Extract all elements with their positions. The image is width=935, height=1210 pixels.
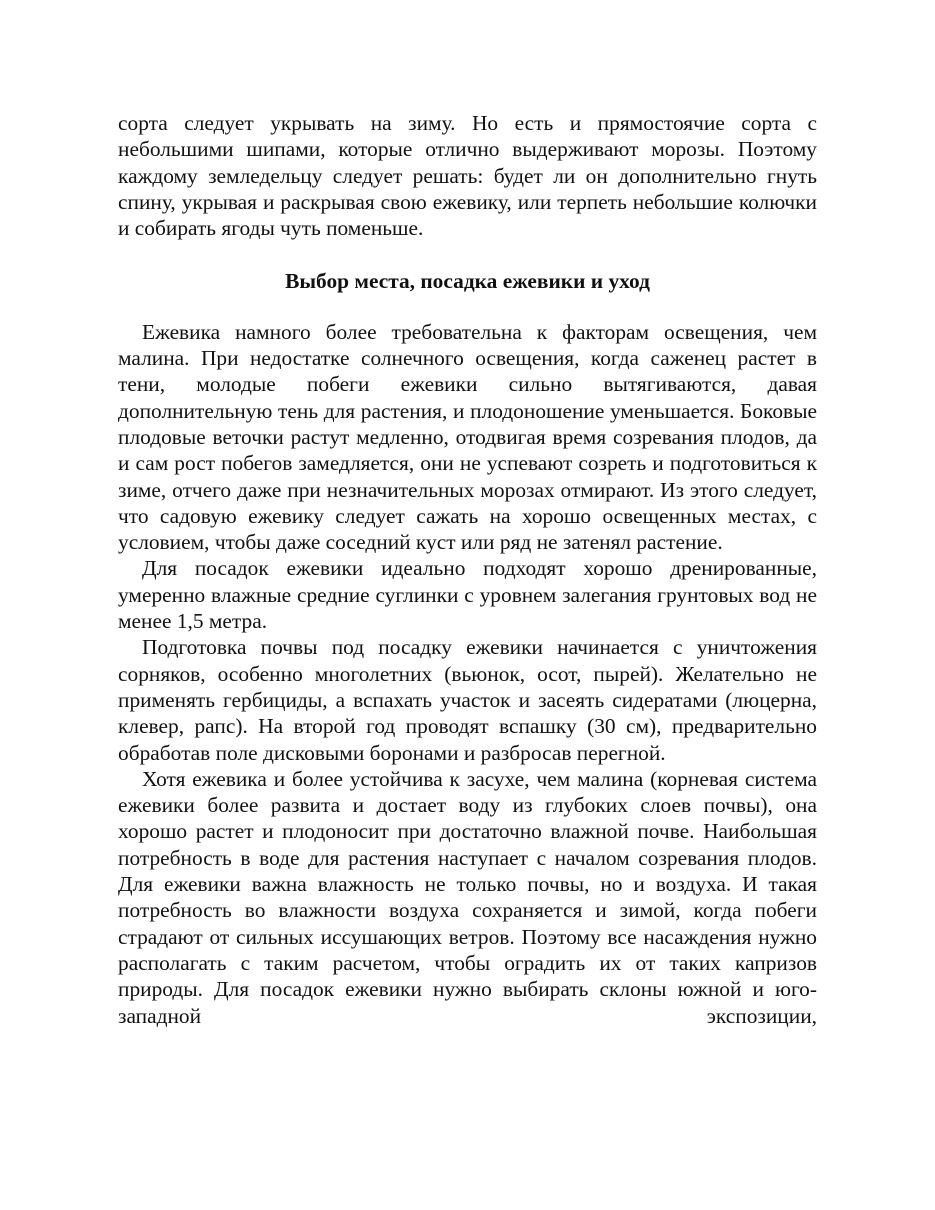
paragraph-moisture: Хотя ежевика и более устойчива к засухе, чем малина (корневая система ежевики более развита и достает воду из глубоких слоев почвы), она хорошо растет и плодоносит при достаточно влажной почве. Наибольшая потребность в воде для растения наступает с началом созревания плодов. Для ежевики важна влажность не только почвы, но и воздуха. И такая потребность во влажности воздуха сохраняется и зимой, когда побеги страдают от сильных иссушающих ветров. Поэтому все насаждения нужно располагать с таким расчетом, чтобы оградить их от таких капризов природы. Для посадок ежевики нужно выбирать склоны южной и юго-западной экспозиции,	[118, 766, 817, 1028]
section-heading: Выбор места, посадка ежевики и уход	[285, 269, 650, 294]
document-body	[118, 110, 817, 1029]
paragraph-preparation: Подготовка почвы под посадку ежевики начинается с уничтожения сорняков, особенно многолетних (вьюнок, осот, пырей). Желательно не применять гербициды, а вспахать участок и засеять сидератами (люцерна, клевер, рапс). На второй год проводят вспашку (30 см), предварительно обработав поле дисковыми боронами и разбросав перегной.	[118, 635, 817, 765]
paragraph-soil: Для посадок ежевики идеально подходят хорошо дренированные, умеренно влажные средние суглинки с уровнем залегания грунтовых вод не менее 1,5 метра.	[118, 556, 817, 634]
paragraph-lighting: Ежевика намного более требовательна к факторам освещения, чем малина. При недостатке солнечного освещения, когда саженец растет в тени, молодые побеги ежевики сильно вытягиваются, давая дополнительную тень для растения, и плодоношение уменьшается. Боковые плодовые веточки растут медленно, отодвигая время созревания плодов, да и сам рост побегов замедляется, они не успевают созреть и подготовиться к зиме, отчего даже при незначительных морозах отмирают. Из этого следует, что садовую ежевику следует сажать на хорошо освещенных местах, с условием, чтобы даже соседний куст или ряд не затенял растение.	[118, 319, 817, 555]
intro-paragraph: сорта следует укрывать на зиму. Но есть и прямостоячие сорта с небольшими шипами, которые отлично выдерживают морозы. Поэтому каждому земледельцу следует решать: будет ли он дополнительно гнуть спину, укрывая и раскрывая свою ежевику, или терпеть небольшие колючки и собирать ягоды чуть поменьше.	[118, 111, 817, 241]
